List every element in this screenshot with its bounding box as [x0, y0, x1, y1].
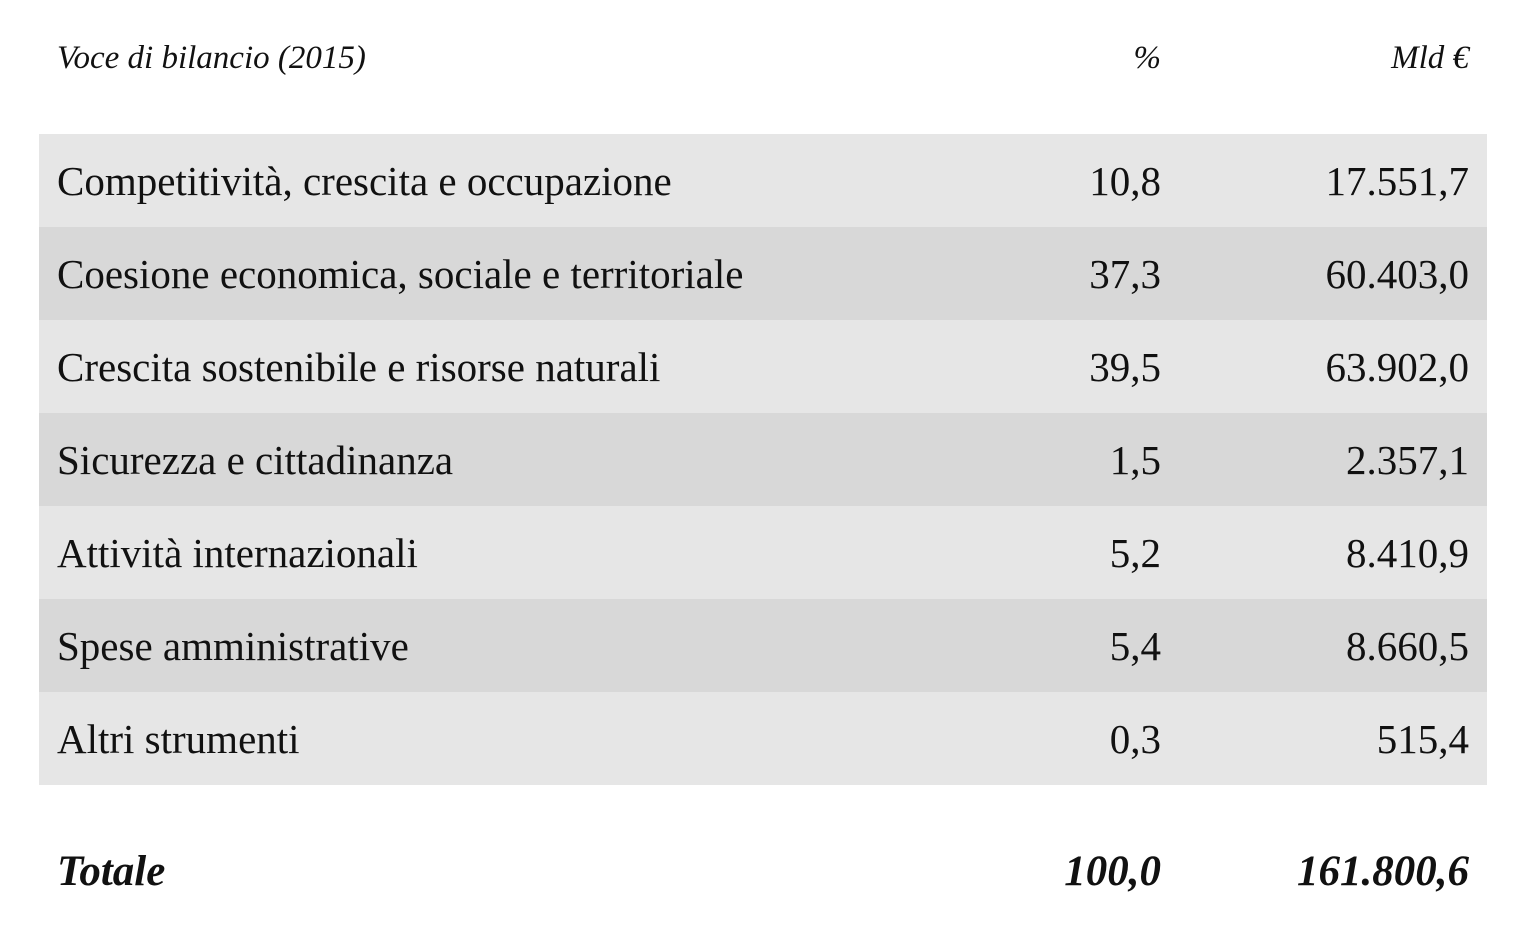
total-label: Totale — [57, 847, 166, 895]
table-row — [39, 320, 1487, 413]
table-row — [39, 227, 1487, 320]
row-amount: 60.403,0 — [1325, 250, 1469, 297]
row-amount: 8.410,9 — [1346, 529, 1469, 576]
header-label: Voce di bilancio (2015) — [57, 40, 366, 76]
row-label: Sicurezza e cittadinanza — [57, 436, 454, 483]
header-percent: % — [1133, 40, 1161, 76]
table-row — [39, 692, 1487, 785]
row-percent: 5,2 — [1109, 529, 1161, 576]
row-amount: 515,4 — [1376, 715, 1469, 762]
row-amount: 2.357,1 — [1346, 436, 1469, 483]
budget-table — [39, 0, 1487, 895]
total-row — [39, 826, 1487, 916]
table-row — [39, 413, 1487, 506]
total-percent: 100,0 — [1064, 847, 1161, 895]
row-label: Attività internazionali — [57, 529, 418, 576]
row-amount: 8.660,5 — [1346, 622, 1469, 669]
row-label: Crescita sostenibile e risorse naturali — [57, 343, 661, 390]
table-body — [39, 134, 1487, 785]
row-label: Coesione economica, sociale e territoriale — [57, 250, 744, 297]
row-label: Spese amministrative — [57, 622, 409, 669]
total-amount: 161.800,6 — [1297, 847, 1469, 895]
row-percent: 1,5 — [1109, 436, 1161, 483]
header-amount: Mld € — [1391, 40, 1469, 76]
row-label: Competitività, crescita e occupazione — [57, 157, 672, 204]
row-percent: 10,8 — [1089, 157, 1161, 204]
row-percent: 0,3 — [1109, 715, 1161, 762]
table-row — [39, 599, 1487, 692]
row-percent: 39,5 — [1089, 343, 1161, 390]
row-percent: 5,4 — [1109, 622, 1161, 669]
table-row — [39, 134, 1487, 227]
table-row — [39, 506, 1487, 599]
row-label: Altri strumenti — [57, 715, 300, 762]
row-amount: 63.902,0 — [1325, 343, 1469, 390]
row-percent: 37,3 — [1089, 250, 1161, 297]
row-amount: 17.551,7 — [1325, 157, 1469, 204]
table-header — [39, 0, 1487, 120]
